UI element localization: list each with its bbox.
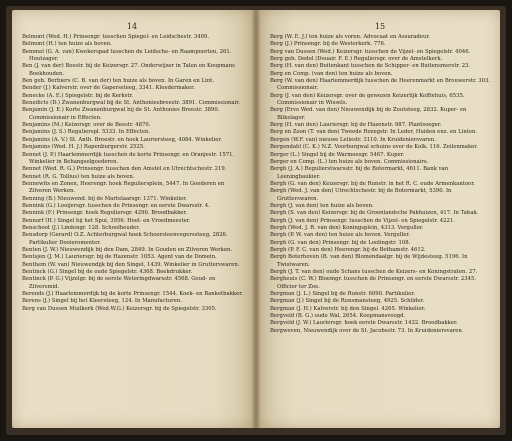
book-gutter [252, 10, 260, 428]
directory-entry: Bergen (W.F. van) nieuwe Leliestr. 3110. In Kruideniersvaren. [270, 136, 436, 143]
directory-entry: Bergveld (B. G.) oude Wal, 2654. Koopmansvoogd. [270, 313, 406, 320]
directory-entry: Bensdorp (Gerard) O.Z. Achterburgwal hoek Schoorsteenvegerssteeg, 2826. Partikulier Dooieromenter. [22, 232, 228, 246]
directory-entry: Bergman (J. H.) Kalverstr. bij den Singel. 4265. Winkelier. [270, 305, 426, 312]
directory-entry: Berg (W. E. J.) ten huize als voren. Advocaat en Assuradeur. [270, 34, 430, 40]
directory-entry: Bennet (R. G. Tollius) ten huize als boven. [22, 173, 135, 180]
directory-entry: Bentsjen (J. M.) Lauriersgr. bij de Hazenstr. 1053. Agent van de Domein. [22, 254, 217, 261]
directory-entry: Benjamins (A. V.) St. Anth. Breestr. en hoek Lauriersteeg, 4084. Winkelier. [22, 136, 223, 143]
directory-entry: Berg van Dussen (Wed.) Keizersgr. tusschen de Vijzel- en Spiegelstr. 4046. [270, 48, 471, 55]
directory-entry: Belmont (H.) ten huize als boven. [22, 41, 112, 48]
directory-entry: Berger en Comp. (L.) ten huize als boven. Commissionairs. [270, 158, 429, 165]
directory-entry: Bennet (J. P.) Haarlemmerdijk tusschen de korte Prinsengr. en Oranjestr. 1571. Winkelier in Behangselgoederen. [22, 151, 235, 165]
directory-entry: Bennink (F.) Prinsengr. hoek Reguliersgr. 4290. Broodbakker. [22, 210, 188, 217]
directory-entry: Benschoot (J.) Lindengr. 128. Schoolhouder. [22, 224, 140, 231]
right-directory-entries [270, 34, 492, 335]
directory-entry: Benjamins (J. S.) Regulierspl. 5333. In Effecten. [22, 129, 151, 136]
directory-entry: Bergh (S. van den) Keizersgr. bij de Groenlandsche Pakhuizen, 417. In Tabak. [270, 210, 479, 217]
directory-entry: Berens (J.) Singel bij het Kleersteeg, 124. In Manufacturen. [22, 298, 182, 305]
left-page-number: 14 [126, 22, 138, 31]
open-book [6, 6, 506, 435]
left-page [12, 10, 252, 428]
directory-entry: Berends (J.) Haarlemmerdijk bij de korte Prinsengr. 1544. Koek- en Banketbakker. [22, 291, 243, 298]
directory-entry: Benecke (A. E.) Spiegelstr. bij de Kerkstr. [22, 92, 134, 99]
directory-entry: Benjamin (J. E.) Korte Zwanenburgwal bij de St. Anthonies Breestr. 3890. Commissionair in Effecten. [22, 107, 220, 121]
directory-entry: Berg (W. van den) Haarlemmerdijk tusschen de Heerenmarkt en Brouwerstr. 303. Commissionair. [270, 78, 491, 92]
directory-entry: Belmont (Wed. H.) Prinsengr. tusschen Spiegel- en Leidschestr. 3409. [22, 34, 210, 40]
directory-entry: Bergveld (J. W.) Lauriersgr. hoek eerste Dwarsstr. 1432. Broodbakker. [270, 320, 458, 327]
directory-entry: Ben geb. Berbiers (C. B. van der) ten huize als boven. In Garen en Lint. [22, 78, 214, 85]
directory-entry: Bentinck (P. G.) Vijzelgr. bij de eerste Weteringdwarsstr. 4568. Goud- en Zilversmid. [22, 276, 216, 290]
directory-entry: Berg van Dussen Muilkerk (Wed.W.G.) Keizersgr. bij de Spiegelstr. 3305. [22, 305, 217, 312]
directory-entry: Berg geb. Dedel (Douair. F. E.) Reguliersgr. over de Amstelkerk. [270, 56, 443, 63]
directory-entry: Bergh (P. W. van den) ten huize als boven. Verguller. [270, 232, 410, 239]
right-page-number: 15 [374, 22, 386, 31]
directory-entry: Benjamins (M.) Keizersgr. over de Beestr. 4870. [22, 122, 151, 129]
directory-entry: Bennewits en Zonen, Heerengr. hoek Reguliersplein, 5447. In Goederen en Zilveren Werken. [22, 180, 225, 195]
directory-entry: Bergweven, Nieuwendijk over de St. Jacobsstr. 73. In Kruideniersvaren. [270, 327, 464, 334]
directory-entry: Bergh (Wed. J. R. van den) Koningsplein, 4313. Verguller. [270, 224, 424, 231]
directory-entry: Bergh (J. T. van den) oude Schans tusschen de Keizers- en Koningstraten. 27. [270, 269, 478, 275]
directory-entry: Ben (J. van der) Beestr. bij de Keizersgr. 27. Onderwijzer in Talen en Koopmans Boekhouden. [22, 63, 235, 77]
directory-entry: Bergh (J. van den) Prinsengr. tusschen de Vijzel- en Spiegelstr. 4221. [270, 217, 455, 224]
directory-entry: Berg (H. van den) Buitenkant tusschen de Schipper- en Buitensmerstr. 23. [270, 63, 471, 70]
directory-entry: Berg (J.) Prinsengr. bij de Westerkerk. 776. [270, 41, 386, 48]
left-directory-entries [22, 34, 244, 313]
directory-entry: Bergh (G. van den) Keizersgr. bij de Runstr. in het R. C. oude Armenkantoor. [270, 180, 475, 187]
directory-entry: Bentinck (G.) Singel bij de oude Spiegelstr. 4368. Boekdrukker. [22, 269, 193, 275]
directory-entry: Bennink (G.) Looijersgr. tusschen de Prinsengr. en eerste Dwarsstr. 4. [22, 202, 210, 209]
directory-entry: Bergman (J. L.) Singel bij de Runstr. 6090. Partikulier. [270, 291, 416, 298]
directory-entry: Bemmel (G. A. van) Kwekerspad tusschen de Leidsche- en Raampoorten, 261. Houtzager. [22, 48, 232, 63]
directory-entry: Bergheuis (C. W.) Bloemgr. tusschen de Prinsengr. en eerste Dwarsstr. 2345. Officier ter Zee. [270, 276, 477, 290]
directory-entry: Berg (H. van den) Lauriersgr. bij de Hazenstr. 987. Plantsoeger. [270, 122, 442, 129]
directory-entry: Bennet (Wed. R. G.) Prinsengr. tusschen den Amstel en Utrechtschestr. 219. [22, 166, 227, 173]
directory-entry: Benjamins (Wed. H. J.) Rapenburgerstr. 2525. [22, 144, 145, 151]
directory-entry: Bergendahl (C. K.) N.Z. Voorburgwal schuins over de Kolk. 116. Zeilenmaker. [270, 144, 478, 151]
directory-entry: Bergman (J.) Singel bij de Runsmansteeg, 4925. Schilder. [270, 298, 425, 305]
directory-entry: Berg (J. van den) Keizersgr. over de gewezen Keizerlijk Koffiehuis, 6535. Commissionair in Wissels. [270, 92, 465, 107]
directory-entry: Benthem (W. van) Nieuwendijk bij den Singel, 1439. Winkelier in Grutterswaren. [22, 261, 240, 268]
directory-entry: Bergh (G. van den) Prinsengr. bij de Loolingstr. 108. [270, 239, 411, 246]
directory-entry: Benten (J. W.) Nieuwendijk bij den Dam, 2849. In Gouden en Zilveren Werken. [22, 246, 233, 253]
directory-entry: Bergh (Wed. J. van den) Utrechtschestr. bij de Botermarkt, 5390. In Grutterswaren. [270, 188, 452, 202]
directory-entry: Bergh (J. van den) ten huize als boven. [270, 202, 374, 209]
directory-entry: Berg (Erve Wed. van den) Nieuwendijk bij de Zoutsteeg, 2832. Kuper- en Blikslager. [270, 107, 467, 121]
directory-entry: Bennorf (H.) Singel bij het Spui, 3956. Heel- en Vroedmeester. [22, 217, 191, 224]
directory-entry: Bergh (J. A.) Regulierstwarsstr. bij de Botermarkt, 4611. Bank van Leeningbaukier. [270, 166, 449, 180]
directory-entry: Bergh Boterhoven (B. van den) Blomendaalgr. bij de Wijdesteeg. 5196. In Twistwaren. [270, 254, 468, 268]
directory-entry: Berg en Comp. (van den) ten huize als boven. [270, 70, 393, 77]
directory-entry: Benedicts (D.) Zwanenburgwal bij de St. Anthoniesbreestr. 3891. Commissionair. [22, 100, 240, 107]
directory-entry: Bergh (P. F. C. van den) Heerengr. bij de Bothamstr. 4612. [270, 246, 426, 253]
directory-entry: Berg en Zoon (T. van den) Tweede Rozegstr. In Leder, Huiden enz. en Linten. [270, 129, 478, 136]
directory-entry: Berger (L.) Singel bij de Warmoesgr. 5467. Kuper. [270, 151, 405, 158]
right-page [260, 10, 500, 428]
directory-entry: Bender (J.) Kalverstr. over de Gaperssteeg, 3341. Kleedermaker. [22, 85, 195, 92]
directory-entry: Benning (B.) Nieuwend. bij de Martelaarsgr. 1371. Winkelier. [22, 195, 187, 202]
